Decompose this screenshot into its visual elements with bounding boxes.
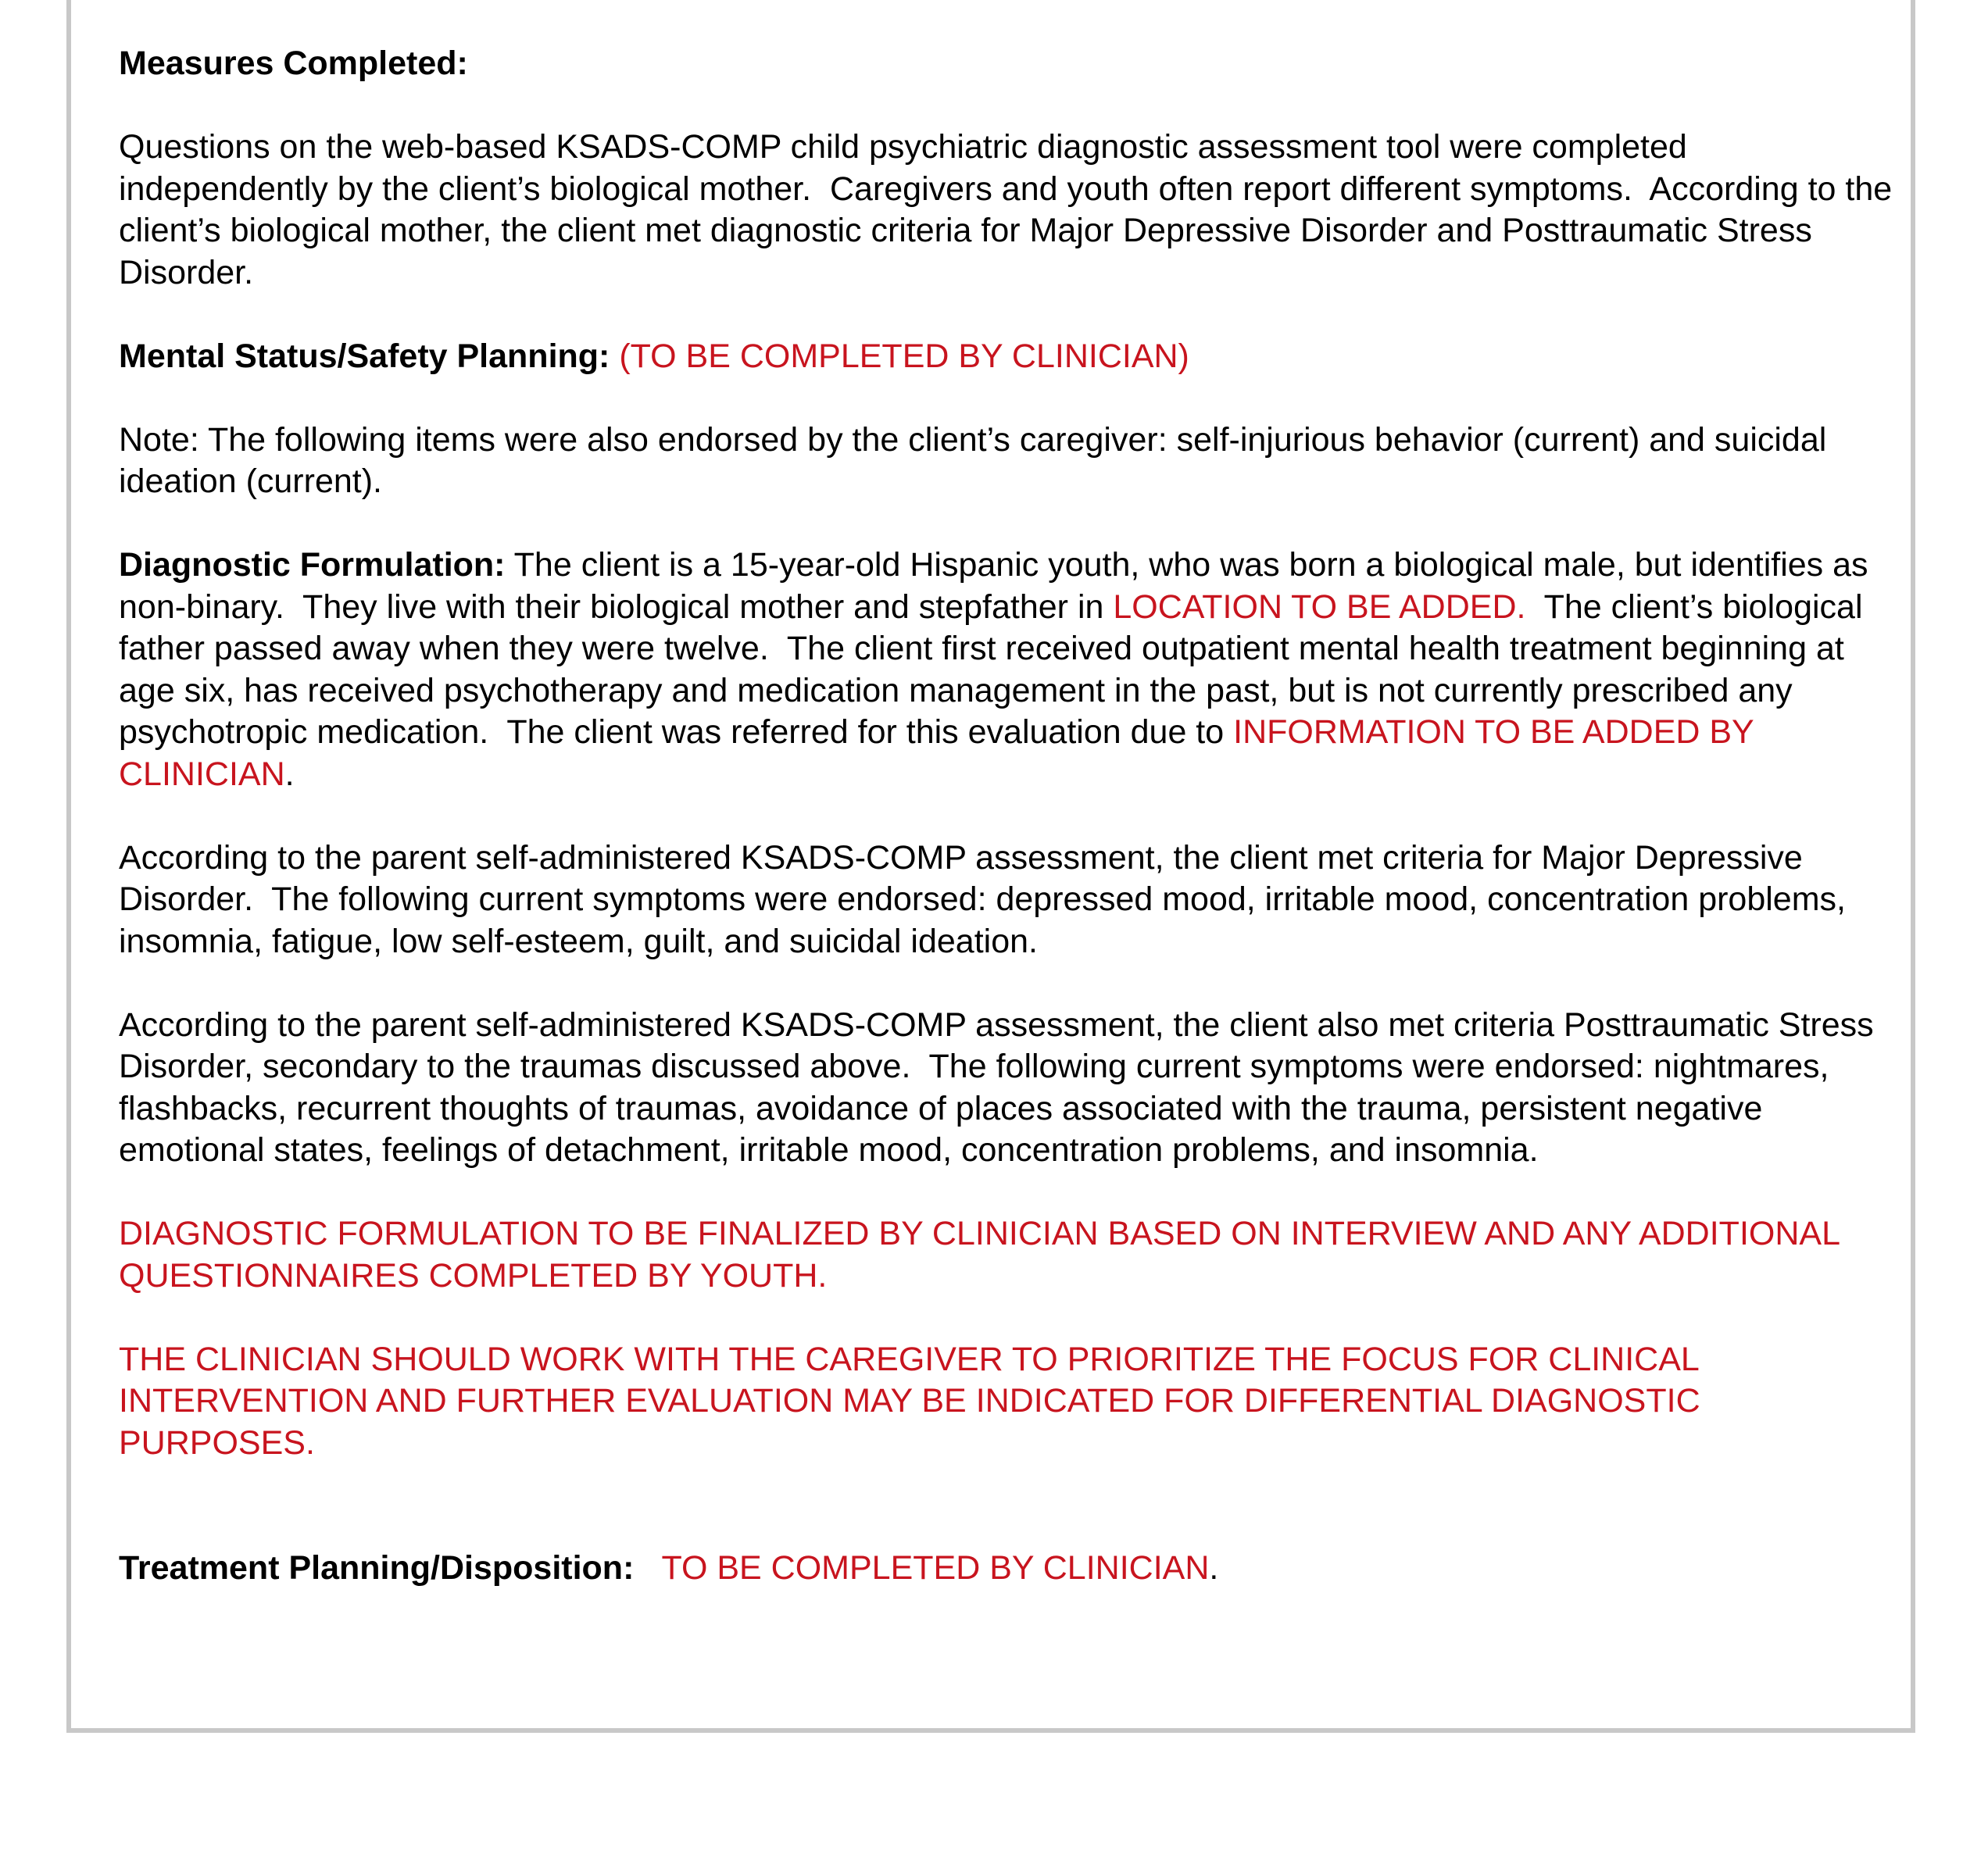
diagnostic-text-2: The client’s biological father passed away when they were twelve. The client first received outpatient mental health treatment beginning at age six, has received psychotherapy and medication management in the past, but is not currently prescribed any psychotropic medication. The client was referred for this evaluation due to xyxy=(119,588,1872,751)
mdd-paragraph: According to the parent self-administered KSADS-COMP assessment, the client met criteria for Major Depressive Disorder. The following current symptoms were endorsed: depressed mood, irritable mood, concentration problems, insomnia, fatigue, low self-esteem, guilt, and suicidal ideation. xyxy=(119,838,1855,960)
diagnostic-heading: Diagnostic Formulation: xyxy=(119,546,506,584)
treatment-heading: Treatment Planning/Disposition: xyxy=(119,1549,635,1587)
report-body xyxy=(119,43,1902,1631)
spacer xyxy=(119,1506,1893,1548)
measures-heading: Measures Completed: xyxy=(119,45,468,82)
treatment-trailing: . xyxy=(1209,1549,1219,1587)
ptsd-paragraph: According to the parent self-administered KSADS-COMP assessment, the client also met criteria Posttraumatic Stress Disorder, secondary to the traumas discussed above. The following current symptoms were endorsed: nightmares, flashbacks, recurrent thoughts of traumas, avoidance of places associated with the trauma, persistent negative emotional states, feelings of detachment, irritable mood, concentration problems, and insomnia. xyxy=(119,1005,1883,1169)
diagnostic-text-1: The client is a 15-year-old Hispanic youth, who was born a biological male, but identifies as non-binary. They live with their biological mother and stepfather in xyxy=(119,546,1878,626)
treatment-spacer xyxy=(634,1549,661,1587)
prioritize-note: THE CLINICIAN SHOULD WORK WITH THE CAREGIVER TO PRIORITIZE THE FOCUS FOR CLINICAL INTERVENTION AND FURTHER EVALUATION MAY BE INDICATED FOR DIFFERENTIAL DIAGNOSTIC PURPOSES. xyxy=(119,1340,1710,1462)
mental-status-heading: Mental Status/Safety Planning: xyxy=(119,337,610,375)
mental-status-placeholder: (TO BE COMPLETED BY CLINICIAN) xyxy=(619,337,1189,375)
finalize-note: DIAGNOSTIC FORMULATION TO BE FINALIZED BY CLINICIAN BASED ON INTERVIEW AND ANY ADDITIONAL QUESTIONNAIRES COMPLETED BY YOUTH. xyxy=(119,1215,1849,1295)
treatment-placeholder: TO BE COMPLETED BY CLINICIAN xyxy=(661,1549,1210,1587)
location-placeholder: LOCATION TO BE ADDED. xyxy=(1113,588,1526,626)
measures-paragraph: Questions on the web-based KSADS-COMP child psychiatric diagnostic assessment tool were completed independently by the client’s biological mother. Caregivers and youth often report different symptoms. According to the client’s biological mother, the client met diagnostic criteria for Major Depressive Disorder and Posttraumatic Stress Disorder. xyxy=(119,128,1902,291)
treatment-line xyxy=(119,1548,1893,1590)
mental-status-line xyxy=(119,336,1893,378)
caregiver-note: Note: The following items were also endorsed by the client’s caregiver: self-injurious behavior (current) and suicidal ideation (current). xyxy=(119,420,1836,500)
diagnostic-text-3: . xyxy=(284,755,295,793)
diagnostic-formulation-paragraph xyxy=(119,545,1893,795)
info-placeholder: INFORMATION TO BE ADDED BY CLINICIAN xyxy=(119,713,1763,793)
